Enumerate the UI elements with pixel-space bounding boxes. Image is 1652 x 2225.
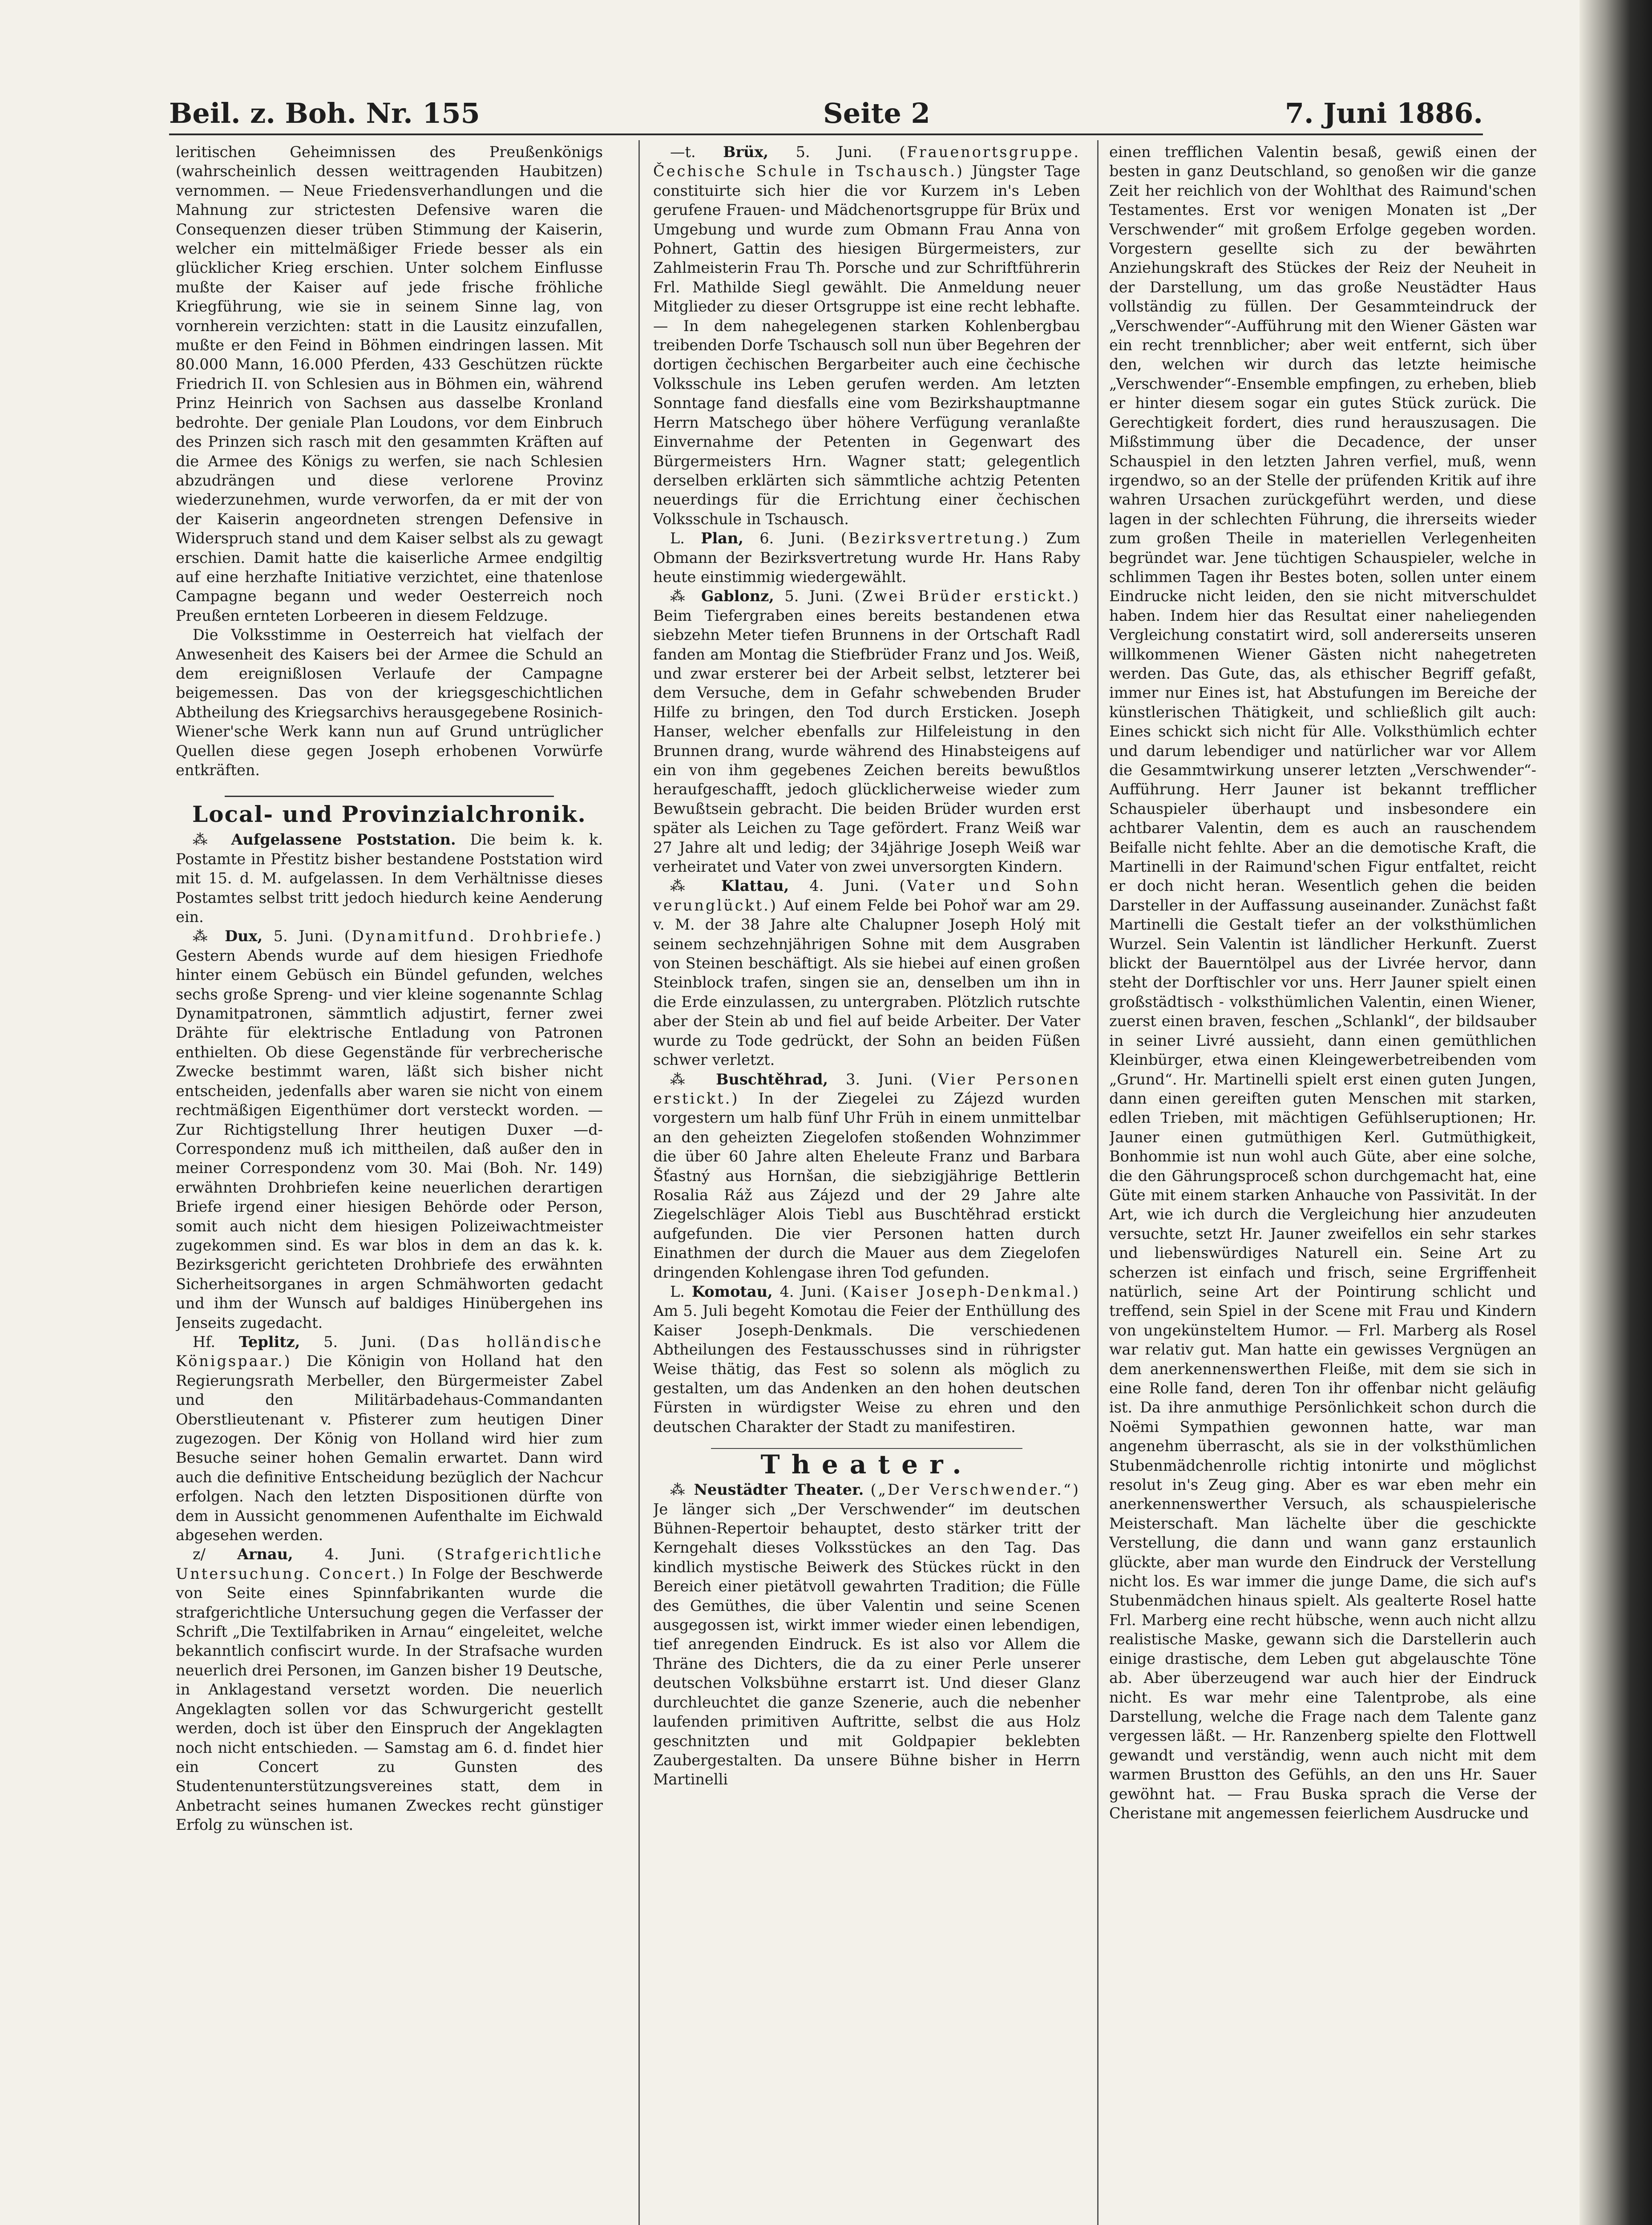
news-item-text: In Folge der Beschwerde von Seite eines Spinnfabrikanten wurde die strafgerichtliche Untersuchung gegen die Verfasser der Schrift „Die Textilfabriken in Arnau“ eingeleitet, welche bekanntlich confiscirt wurde. In der Strafsache wurden neuerlich drei Personen, im Ganzen bisher 19 Deutsche, in Anklagestand versetzt worden. Die neuerlich Angeklagten sollen vor das Schwurgericht gestellt werden, doch ist über den Einspruch der Angeklagten noch nicht entschieden. — Samstag am 6. d. findet hier ein Concert zu Gunsten des Studentenunterstützungsvereines statt, dem in Anbetracht seines humanen Zweckes recht günstiger Erfolg zu wünschen ist. bbox=[176, 1565, 603, 1834]
news-item-label: Plan, bbox=[701, 530, 743, 547]
news-item-label: Teplitz, bbox=[238, 1333, 300, 1351]
news-item-subtitle: (Bezirksvertretung.) bbox=[840, 530, 1030, 547]
news-item-label: Brüx, bbox=[723, 143, 769, 161]
news-item-text: Zum Obmann der Bezirksvertretung wurde Hr. Hans Raby heute einstimmig wiedergewählt. bbox=[653, 530, 1080, 586]
header-page-number: Seite 2 bbox=[823, 97, 930, 129]
header-issue: Beil. z. Boh. Nr. 155 bbox=[169, 97, 480, 129]
news-item-text: Die beim k. k. Postamte in Přestitz bisher bestandene Poststation wird mit 15. d. M. aufgelassen. In dem Verhältnisse dieses Postamtes selbst tritt jedoch hiedurch keine Aenderung ein. bbox=[176, 831, 603, 926]
news-item: —t. Brüx, 5. Juni. (Frauenortsgruppe. Čechische Schule in Tschausch.) Jüngster Tage constituirte sich hier die vor Kurzem in's Leben gerufene Frauen- und Mädchenortsgruppe für Brüx und Umgebung und wurde zum Obmann Frau Anna von Pohnert, Gattin des hiesigen Bürgermeisters, zur Zahlmeisterin Frau Th. Porsche und zur Schriftführerin Frl. Mathilde Siegl gewählt. Die Anmeldung neuer Mitglieder zu dieser Ortsgruppe ist eine recht lebhafte. — In dem nahegelegenen starken Kohlenbergbau treibenden Dorfe Tschausch soll nun über Begehren der dortigen čechischen Bergarbeiter auch eine čechische Volksschule ins Leben gerufen werden. Am letzten Sonntage fand diesfalls eine vom Bezirkshauptmanne Herrn Matschego über höhere Verfügung veranlaßte Einvernahme der Petenten in Gegenwart des Bürgermeisters Hrn. Wagner statt; gelegentlich derselben erklärten sich sämmtliche achtzig Petenten neuerdings für die Errichtung einer čechischen Volksschule in Tschausch. bbox=[653, 143, 1080, 528]
news-item: ⁂ Dux, 5. Juni. (Dynamitfund. Drohbriefe.) Gestern Abends wurde auf dem hiesigen Friedhofe hinter einem Gebüsch ein Bündel gefunden, welches sechs große Spreng- und vier kleine sogenannte Schlag Dynamitpatronen, sämmtlich adjustirt, ferner zwei Drähte für elektrische Entladung von Patronen enthielten. Ob diese Gegenstände für verbrecherische Zwecke bestimmt waren, läßt sich bisher nicht entscheiden, jedenfalls aber waren sie nicht von einem rechtmäßigen Eigenthümer dort versteckt worden. — Zur Richtigstellung Ihrer heutigen Duxer —d-Correspondenz muß ich mittheilen, daß außer den in meiner Correspondenz vom 30. Mai (Boh. Nr. 149) erwähnten Drohbriefen keine neuerlichen derartigen Briefe irgend einer hiesigen Behörde oder Person, somit auch nicht dem hiesigen Polizeiwachtmeister zugekommen sind. Es war blos in dem an das k. k. Bezirksgericht gerichteten Drohbriefe des erwähnten Sicherheitsorganes in argen Schmähworten gedacht und ihm der Wunsch auf baldiges Hinübergehen ins Jenseits zugedacht. bbox=[176, 927, 603, 1331]
news-item-text: Am 5. Juli begeht Komotau die Feier der Enthüllung des Kaiser Joseph-Denkmals. Die verschiedenen Abtheilungen des Festausschusses sind in rührigster Weise thätig, das Fest so solenn als möglich zu gestalten, um das Andenken an den hohen deutschen Fürsten in würdigster Weise zu ehren und den deutschen Charakter der Stadt zu manifestiren. bbox=[653, 1302, 1080, 1436]
news-item-text: In der Ziegelei zu Zájezd wurden vorgestern um halb fünf Uhr Früh in einem unmittelbar an den geheizten Ziegelofen stoßenden Wohnzimmer die über 60 Jahre alten Eheleute Franz und Barbara Šťastný aus Hornšan, die siebzigjährige Bettlerin Rosalia Ráž aus Zájezd und der 29 Jahre alte Ziegelschläger Alois Tiebl aus Buschtěhrad erstickt aufgefunden. Die vier Personen hatten durch Einathmen der durch die Mauer aus dem Ziegelofen dringenden Kohlengase ihren Tod gefunden. bbox=[653, 1089, 1080, 1281]
news-item-text: Auf einem Felde bei Pohoř war am 29. v. M. der 38 Jahre alte Chalupner Joseph Holý mit seinem sechzehnjährigen Sohne mit dem Ausgraben von Steinen beschäftigt. Als sie hiebei auf einen großen Steinblock trafen, singen sie an, denselben um ihn in die Erde einzulassen, zu untergraben. Plötzlich rutschte aber der Stein ab und fiel auf beide Arbeiter. Der Vater wurde zu Tode gedrückt, der Sohn an beiden Füßen schwer verletzt. bbox=[653, 896, 1080, 1069]
column-1 bbox=[176, 142, 603, 2225]
news-item-text: Jüngster Tage constituirte sich hier die vor Kurzem in's Leben gerufene Frauen- und Mädchenortsgruppe für Brüx und Umgebung und wurde zum Obmann Frau Anna von Pohnert, Gattin des hiesigen Bürgermeisters, zur Zahlmeisterin Frau Th. Porsche und zur Schriftführerin Frl. Mathilde Siegl gewählt. Die Anmeldung neuer Mitglieder zu dieser Ortsgruppe ist eine recht lebhafte. — In dem nahegelegenen starken Kohlenbergbau treibenden Dorfe Tschausch soll nun über Begehren der dortigen čechischen Bergarbeiter auch eine čechische Volksschule ins Leben gerufen werden. Am letzten Sonntage fand diesfalls eine vom Bezirkshauptmanne Herrn Matschego über höhere Verfügung veranlaßte Einvernahme der Petenten in Gegenwart des Bürgermeisters Hrn. Wagner statt; gelegentlich derselben erklärten sich sämmtliche achtzig Petenten neuerdings für die Errichtung einer čechischen Volksschule in Tschausch. bbox=[653, 162, 1080, 528]
article-continuation: einen trefflichen Valentin besaß, gewiß einen der besten in ganz Deutschland, so genoßen wir die ganze Zeit her reichlich von der Wohlthat des Raimund'schen Testamentes. Erst vor wenigen Monaten ist „Der Verschwender“ mit großem Erfolge gegeben worden. Vorgestern gesellte sich zu der bewährten Anziehungskraft des Stückes der Reiz der Neuheit in der Darstellung, um das große Neustädter Haus vollständig zu füllen. Der Gesammteindruck der „Verschwender“-Aufführung mit den Wiener Gästen war ein recht trennblicher; aber weit entfernt, sich über den, welchen wir durch das letzte heimische „Verschwender“-Ensemble empfingen, zu erheben, blieb er hinter diesem sogar ein gutes Stück zurück. Die Gerechtigkeit fordert, dies rund herauszusagen. Die Mißstimmung über die Decadence, der unser Schauspiel in den letzten Jahren verfiel, muß, wenn irgendwo, so an der Stelle der prüfenden Kritik auf ihre wahren Ursachen zurückgeführt werden, und diese lagen in der schlechten Führung, die ihrerseits wieder zum großen Theile in materiellen Verlegenheiten begründet war. Jene tüchtigen Schauspieler, welche in schlimmen Tagen ihr Bestes boten, sollen unter einem Eindrucke nicht leiden, den sie nicht mitverschuldet haben. Indem hier das Resultat einer naheliegenden Vergleichung constatirt wird, soll andererseits unseren willkommenen Wiener Gästen nicht nahegetreten werden. Das Gute, das, als ethischer Begriff gefaßt, immer nur Eines ist, hat Abstufungen im Bereiche der künstlerischen Thätigkeit, und schließlich gilt auch: Eines schickt sich nicht für Alle. Volksthümlich echter und darum lebendiger und natürlicher war vor Allem die Gesammtwirkung unserer letzten „Verschwender“-Aufführung. Herr Jauner ist bekannt trefflicher Schauspieler überhaupt und insbesondere ein achtbarer Valentin, dem es auch an rauschendem Beifalle nicht fehlte. Aber an die demotische Kraft, die Martinelli in der Raimund'schen Figur entfaltet, reicht er doch nicht heran. Wesentlich gehen die beiden Darsteller in der Auffassung auseinander. Zunächst faßt Martinelli die Gestalt tiefer an der volksthümlichen Wurzel. Sein Valentin ist ländlicher Herkunft. Zuerst blickt der Bauerntölpel aus der Livrée hervor, dann steht der Dorftischler vor uns. Herr Jauner spielt einen großstädtisch - volksthümlichen Valentin, einen Wiener, zuerst einen braven, feschen „Schlankl“, der bildsauber in seiner Livré aussieht, dann einen gemüthlichen Kleinbürger, etwa einen Kleingewerbetreibenden vom „Grund“. Hr. Martinelli spielt erst einen guten Jungen, dann einen gereiften guten Menschen mit starken, edlen Trieben, mit mächtigen Gefühlseruptionen; Hr. Jauner einen gutmüthigen Kerl. Gutmüthigkeit, Bonhommie ist nun wohl auch Güte, aber eine solche, die den Gährungsproceß schon durchgemacht hat, eine Güte mit einem starken Anhauche von Passivität. In der Art, wie ich durch die Vergleichung hier anzudeuten versuchte, setzt Hr. Jauner zweifellos ein sehr starkes und liebenswürdiges Naturell ein. Seine Art zu scherzen ist einfach und frisch, seine Ergriffenheit natürlich, seine Art der Pointirung schlicht und treffend, sein Spiel in der Scene mit Frau und Kindern von ungekünsteltem Humor. — Frl. Marberg als Rosel war relativ gut. Man hatte ein gewisses Vergnügen an dem anerkennenswerthen Fleiße, mit dem sie sich in eine Rolle fand, deren Ton ihr offenbar nicht geläufig ist. Da ihre anmuthige Persönlichkeit schon durch die Noëmi Sympathien gewonnen hatte, war man angenehm überrascht, als sie in der volksthümlichen Stubenmädchenrolle richtig intonirte und möglichst resolut in's Zeug ging. Aber es war eben mehr ein anerkennenswerther Versuch, als schauspielerische Meisterschaft. Man lächelte über die geschickte Verstellung, die dann und wann ganz erstaunlich glückte, aber man wurde den Eindruck der Verstellung nicht los. Es war immer die junge Dame, die sich auf's Stubenmädchen hinaus spielt. Als gealterte Rosel hatte Frl. Marberg eine recht hübsche, wenn auch nicht allzu realistische Maske, gewann sich die Darstellerin auch einige drastische, dem Leben gut abgelauschte Töne ab. Aber überzeugend war auch hier der Eindruck nicht. Es war mehr eine Talentprobe, als eine Darstellung, welche die Frage nach dem Talente ganz vergessen läßt. — Hr. Ranzenberg spielte den Flottwell gewandt und verständig, wenn auch nicht mit dem warmen Brustton des Gefühls, an den uns Hr. Sauer gewöhnt hat. — Frau Buska sprach die Verse der Cheristane mit angemessen feierlichem Ausdrucke und bbox=[1109, 143, 1536, 1822]
column-rule bbox=[638, 140, 640, 2225]
news-item-text: Die Königin von Holland hat den Regierungsrath Merbeller, den Bürgermeister Zabel und den Militärbadehaus-Commandanten Oberstlieutenant v. Pfisterer zum heutigen Diner zugezogen. Der König von Holland wird hier zum Besuche seiner hohen Gemalin erwartet. Dann wird auch die definitive Entscheidung bezüglich der Nachcur erfolgen. Nach den letzten Dispositionen dürfte von dem in Aussicht genommenen Aufenthalte im Eichwald abgesehen werden. bbox=[176, 1352, 603, 1544]
news-item: ⁂ Neustädter Theater. („Der Verschwender.“) Je länger sich „Der Verschwender“ im deutschen Bühnen-Repertoir behauptet, desto stärker tritt der Kerngehalt dieses Volksstückes an den Tag. Das kindlich mystische Beiwerk des Stückes rückt in den Bereich einer pietätvoll gewahrten Tradition; die Fülle des Gemüthes, die über Valentin und seine Scenen ausgegossen ist, wirkt immer wieder einen lebendigen, tief anregenden Eindruck. Es ist also vor Allem die Thräne des Dichters, die da zu einer Perle unserer deutschen Volksbühne erstarrt ist. Und dieser Glanz durchleuchtet die ganze Szenerie, auch die nebenher laufenden primitiven Auftritte, selbst die aus Holz geschnitzten und mit Goldpapier beklebten Zaubergestalten. Da unsere Bühne bisher in Herrn Martinelli bbox=[653, 1481, 1080, 1788]
news-item: L. Komotau, 4. Juni. (Kaiser Joseph-Denkmal.) Am 5. Juli begeht Komotau die Feier der Enthüllung des Kaiser Joseph-Denkmals. Die verschiedenen Abtheilungen des Festausschusses sind in rührigster Weise thätig, das Fest so solenn als möglich zu gestalten, um das Andenken an den hohen deutschen Fürsten in würdigster Weise zu ehren und den deutschen Charakter der Stadt zu manifestiren. bbox=[653, 1282, 1080, 1436]
section-heading-theater: Theater. bbox=[760, 1449, 973, 1480]
header-rule bbox=[169, 134, 1483, 135]
header-date: 7. Juni 1886. bbox=[1284, 97, 1483, 129]
article-paragraph: Die Volksstimme in Oesterreich hat vielfach der Anwesenheit des Kaisers bei der Armee die Schuld an dem ereignißlosen Verlaufe der Campagne beigemessen. Das von der kriegsgeschichtlichen Abtheilung des Kriegsarchivs herausgegebene Rosinich-Wiener'sche Werk kann nun auf Grund untrüglicher Quellen diese gegen Joseph erhobenen Vorwürfe entkräften. bbox=[176, 626, 603, 779]
section-heading-local: Local- und Provinzialchronik. bbox=[192, 801, 586, 828]
news-item-prefix: L. bbox=[670, 530, 685, 547]
column-3 bbox=[1109, 142, 1536, 2225]
news-item-label: Gablonz, bbox=[701, 587, 774, 605]
news-item-label: Neustädter Theater. bbox=[694, 1481, 864, 1499]
news-item-subtitle: (Vater und Sohn verunglückt.) bbox=[653, 877, 1080, 914]
news-item: z/ Arnau, 4. Juni. (Strafgerichtliche Untersuchung. Concert.) In Folge der Beschwerde von Seite eines Spinnfabrikanten wurde die strafgerichtliche Untersuchung gegen die Verfasser der Schrift „Die Textilfabriken in Arnau“ eingeleitet, welche bekanntlich confiscirt wurde. In der Strafsache wurden neuerlich drei Personen, im Ganzen bisher 19 Deutsche, in Anklagestand versetzt worden. Die neuerlich Angeklagten sollen vor das Schwurgericht gestellt werden, doch ist über den Einspruch der Angeklagten noch nicht entschieden. — Samstag am 6. d. findet hier ein Concert zu Gunsten des Studentenunterstützungsvereines statt, dem in Anbetracht seines humanen Zweckes recht günstiger Erfolg zu wünschen ist. bbox=[176, 1545, 603, 1834]
article-continuation: leritischen Geheimnissen des Preußenkönigs (wahrscheinlich dessen weittragenden Haubitzen) vernommen. — Neue Friedensverhandlungen und die Mahnung zur strictesten Defensive waren die Consequenzen dieser trüben Stimmung der Kaiserin, welcher ein mittelmäßiger Friede besser als ein glücklicher Krieg erschien. Unter solchem Einflusse mußte der Kaiser auf jede frische fröhliche Kriegführung, wie sie in seinem Sinne lag, von vornherein verzichten: statt in die Lausitz einzufallen, mußte er den Feind in Böhmen eindringen lassen. Mit 80.000 Mann, 16.000 Pferden, 433 Geschützen rückte Friedrich II. von Schlesien aus in Böhmen ein, während Prinz Heinrich von Sachsen aus dasselbe Kronland bedrohte. Der geniale Plan Loudons, vor dem Einbruch des Prinzen sich rasch mit den gesammten Kräften auf die Armee des Königs zu werfen, sie nach Schlesien abzudrängen und diese verlorene Provinz wiederzunehmen, wurde verworfen, da er mit der von der Kaiserin angeordneten strengen Defensive in Widerspruch stand und dem Kaiser selbst als zu gewagt erschien. Damit hatte die kaiserliche Armee endgiltig auf eine herzhafte Initiative verzichtet, eine thatenlose Campagne begann und weder Oesterreich noch Preußen ernteten Lorbeeren in diesem Feldzuge. bbox=[176, 143, 603, 624]
news-item-subtitle: (Dynamitfund. Drohbriefe.) bbox=[344, 927, 603, 945]
news-item-subtitle: („Der Verschwender.“) bbox=[870, 1481, 1080, 1499]
news-item-text: Gestern Abends wurde auf dem hiesigen Friedhofe hinter einem Gebüsch ein Bündel gefunden, welches sechs große Spreng- und vier kleine sogenannte Schlag Dynamitpatronen, sämmtlich adjustirt, ferner zwei Drähte für elektrische Entladung von Patronen enthielten. Ob diese Gegenstände für verbrecherische Zwecke bestimmt waren, läßt sich bisher nicht entscheiden, jedenfalls aber waren sie nicht von einem rechtmäßigen Eigenthümer dort versteckt worden. — Zur Richtigstellung Ihrer heutigen Duxer —d-Correspondenz muß ich mittheilen, daß außer den in meiner Correspondenz vom 30. Mai (Boh. Nr. 149) erwähnten Drohbriefen keine neuerlichen derartigen Briefe irgend einer hiesigen Behörde oder Person, somit auch nicht dem hiesigen Polizeiwachtmeister zugekommen sind. Es war blos in dem an das k. k. Bezirksgericht gerichteten Drohbriefe des erwähnten Sicherheitsorganes in argen Schmähworten gedacht und ihm der Wunsch auf baldiges Hinübergehen ins Jenseits zugedacht. bbox=[176, 947, 603, 1331]
news-item: Hf. Teplitz, 5. Juni. (Das holländische Königspaar.) Die Königin von Holland hat den Regierungsrath Merbeller, den Bürgermeister Zabel und den Militärbadehaus-Commandanten Oberstlieutenant v. Pfisterer zum heutigen Diner zugezogen. Der König von Holland wird hier zum Besuche seiner hohen Gemalin erwartet. Dann wird auch die definitive Entscheidung bezüglich der Nachcur erfolgen. Nach den letzten Dispositionen dürfte von dem in Aussicht genommenen Aufenthalte im Eichwald abgesehen werden. bbox=[176, 1333, 603, 1544]
news-item: ⁂ Klattau, 4. Juni. (Vater und Sohn verunglückt.) Auf einem Felde bei Pohoř war am 29. v. M. der 38 Jahre alte Chalupner Joseph Holý mit seinem sechzehnjährigen Sohne mit dem Ausgraben von Steinen beschäftigt. Als sie hiebei auf einen großen Steinblock trafen, singen sie an, denselben um ihn in die Erde einzulassen, zu untergraben. Plötzlich rutschte aber der Stein ab und fiel auf beide Arbeiter. Der Vater wurde zu Tode gedrückt, der Sohn an beiden Füßen schwer verletzt. bbox=[653, 877, 1080, 1069]
news-item-label: Aufgelassene Poststation. bbox=[231, 831, 456, 849]
news-item: ⁂ Gablonz, 5. Juni. (Zwei Brüder erstickt.) Beim Tiefergraben eines bereits bestandenen etwa siebzehn Meter tiefen Brunnens in der Ortschaft Radl fanden am Montag die Stiefbrüder Franz und Jos. Weiß, und zwar ersterer bei der Arbeit selbst, letzterer bei dem Versuche, dem in Gefahr schwebenden Bruder Hilfe zu bringen, den Tod durch Ersticken. Joseph Hanser, welcher ebenfalls zur Hilfeleistung in den Brunnen drang, wurde während des Hinabsteigens auf ein von ihm gegebenes Zeichen bereits bewußtlos heraufgeschafft, jedoch glücklicherweise wieder zum Bewußtsein gebracht. Die beiden Brüder wurden erst später als Leichen zu Tage gefördert. Franz Weiß war 27 Jahre alt und ledig; der 34jährige Joseph Weiß war verheiratet und Vater von zwei unversorgten Kindern. bbox=[653, 587, 1080, 876]
page-gutter-shadow bbox=[1579, 0, 1652, 2225]
section-divider bbox=[225, 796, 554, 797]
news-item-text: Beim Tiefergraben eines bereits bestandenen etwa siebzehn Meter tiefen Brunnens in der Ortschaft Radl fanden am Montag die Stiefbrüder Franz und Jos. Weiß, und zwar ersterer bei der Arbeit selbst, letzterer bei dem Versuche, dem in Gefahr schwebenden Bruder Hilfe zu bringen, den Tod durch Ersticken. Joseph Hanser, welcher ebenfalls zur Hilfeleistung in den Brunnen drang, wurde während des Hinabsteigens auf ein von ihm gegebenes Zeichen bereits bewußtlos heraufgeschafft, jedoch glücklicherweise wieder zum Bewußtsein gebracht. Die beiden Brüder wurden erst später als Leichen zu Tage gefördert. Franz Weiß war 27 Jahre alt und ledig; der 34jährige Joseph Weiß war verheiratet und Vater von zwei unversorgten Kindern. bbox=[653, 607, 1080, 876]
news-item-prefix: —t. bbox=[670, 143, 696, 161]
news-item-label: Dux, bbox=[225, 927, 263, 945]
news-item-prefix: z/ bbox=[193, 1545, 206, 1563]
news-item-prefix: Hf. bbox=[193, 1333, 216, 1351]
news-item-text: Je länger sich „Der Verschwender“ im deutschen Bühnen-Repertoir behauptet, desto stärker tritt der Kerngehalt dieses Volksstückes an den Tag. Das kindlich mystische Beiwerk des Stückes rückt in den Bereich einer pietätvoll gewahrten Tradition; die Fülle des Gemüthes, die über Valentin und seine Scenen ausgegossen ist, wirkt immer wieder einen lebendigen, tief anregenden Eindruck. Es ist also vor Allem die Thräne des Dichters, die da zu einer Perle unserer deutschen Volksbühne erstarrt ist. Und dieser Glanz durchleuchtet die ganze Szenerie, auch die nebenher laufenden primitiven Auftritte, selbst die aus Holz geschnitzten und mit Goldpapier beklebten Zaubergestalten. Da unsere Bühne bisher in Herrn Martinelli bbox=[653, 1500, 1080, 1788]
news-item: ⁂ Buschtěhrad, 3. Juni. (Vier Personen erstickt.) In der Ziegelei zu Zájezd wurden vorgestern um halb fünf Uhr Früh in einem unmittelbar an den geheizten Ziegelofen stoßenden Wohnzimmer die über 60 Jahre alten Eheleute Franz und Barbara Šťastný aus Hornšan, die siebzigjährige Bettlerin Rosalia Ráž aus Zájezd und der 29 Jahre alte Ziegelschläger Alois Tiebl aus Buschtěhrad erstickt aufgefunden. Die vier Personen hatten durch Einathmen der durch die Mauer aus dem Ziegelofen dringenden Kohlengase ihren Tod gefunden. bbox=[653, 1070, 1080, 1281]
news-item-label: Arnau, bbox=[237, 1545, 293, 1563]
news-item-prefix: L. bbox=[670, 1282, 685, 1300]
news-item-subtitle: (Zwei Brüder erstickt.) bbox=[854, 587, 1080, 605]
news-item-subtitle: (Vier Personen erstickt.) bbox=[653, 1070, 1080, 1107]
news-item-subtitle: (Frauenortsgruppe. Čechische Schule in Tschausch.) bbox=[653, 143, 1080, 180]
news-item-subtitle: (Strafgerichtliche Untersuchung. Concert.) bbox=[176, 1545, 603, 1582]
news-item: L. Plan, 6. Juni. (Bezirksvertretung.) Zum Obmann der Bezirksvertretung wurde Hr. Hans Raby heute einstimmig wiedergewählt. bbox=[653, 530, 1080, 586]
running-header bbox=[169, 89, 1483, 129]
news-item-subtitle: (Kaiser Joseph-Denkmal.) bbox=[843, 1282, 1080, 1300]
column-rule bbox=[1097, 140, 1099, 2225]
news-item-label: Klattau, bbox=[721, 877, 789, 895]
news-item-label: Buschtěhrad, bbox=[716, 1070, 828, 1088]
column-2 bbox=[653, 142, 1080, 2225]
news-item-subtitle: (Das holländische Königspaar.) bbox=[176, 1333, 603, 1370]
news-item: ⁂ Aufgelassene Poststation. Die beim k. k. Postamte in Přestitz bisher bestandene Poststation wird mit 15. d. M. aufgelassen. In dem Verhältnisse dieses Postamtes selbst tritt jedoch hiedurch keine Aenderung ein. bbox=[176, 831, 603, 926]
news-item-label: Komotau, bbox=[691, 1282, 773, 1300]
